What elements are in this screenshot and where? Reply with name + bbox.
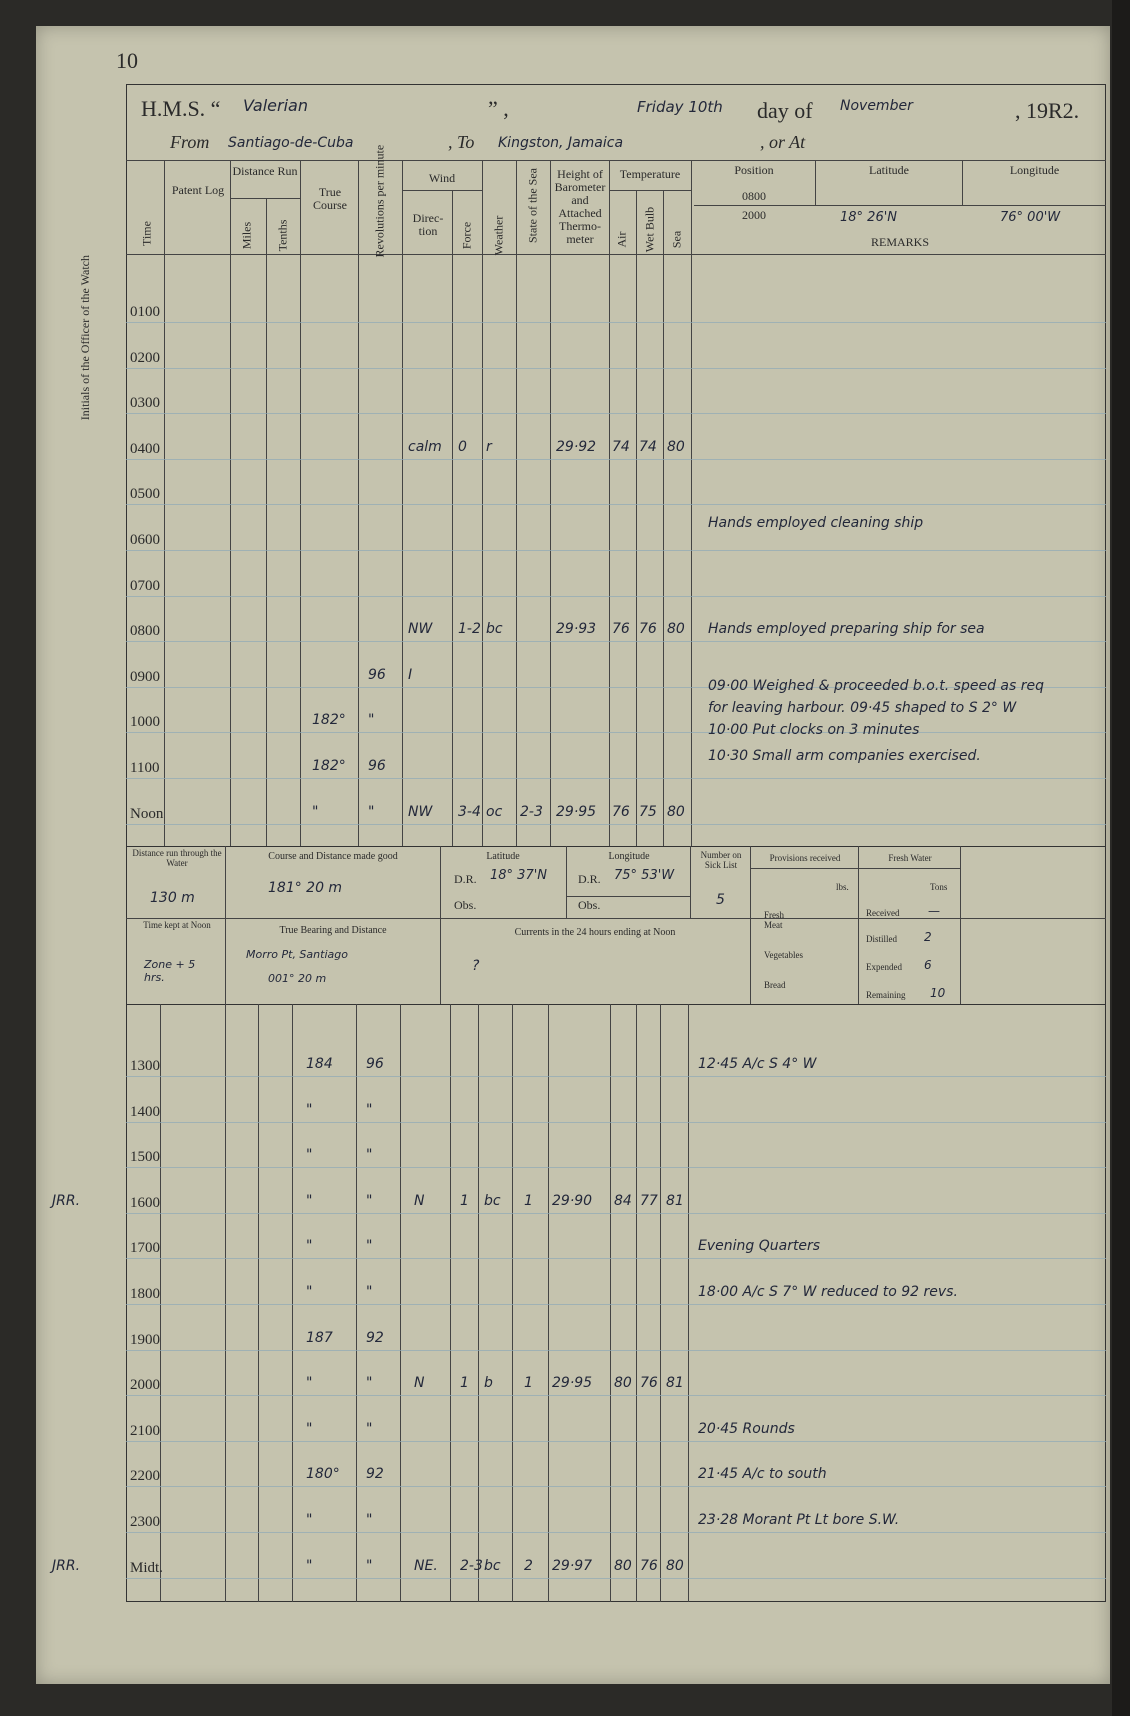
row-rev: " <box>366 1557 373 1574</box>
row-wet: 74 <box>639 438 657 455</box>
dist-through-water: 130 m <box>150 890 195 906</box>
row-time: 2200 <box>130 1468 160 1485</box>
sick-list: 5 <box>716 892 725 908</box>
row-sea: 81 <box>666 1192 684 1209</box>
row-rev: 92 <box>366 1329 384 1346</box>
ruled-line <box>126 1076 1106 1077</box>
row-sea: 80 <box>667 803 685 820</box>
ruled-line <box>126 322 1106 323</box>
col-revolutions: Revolutions per minute <box>372 144 387 258</box>
row-force: 0 <box>458 438 467 455</box>
row-weather: bc <box>484 1557 501 1574</box>
col-distance-run: Distance Run <box>232 164 298 178</box>
row-dir: I <box>408 666 413 683</box>
row-time: 0100 <box>130 304 160 320</box>
lat-obs-label: Obs. <box>454 898 477 912</box>
col-true-course: True Course <box>313 185 347 212</box>
col-longitude: Longitude <box>1009 163 1060 177</box>
lat-2000: 18° 26'N <box>840 210 898 225</box>
row-baro: 29·95 <box>552 1375 593 1392</box>
remark-text: 20·45 Rounds <box>698 1420 795 1437</box>
month: November <box>840 98 913 114</box>
remark-text: 12·45 A/c S 4° W <box>698 1056 817 1072</box>
col-state-sea: State of the Sea <box>525 168 540 243</box>
row-rev: " <box>368 712 375 729</box>
from-label: From <box>170 132 210 152</box>
row-dir: NW <box>408 621 433 638</box>
row-dir: calm <box>408 438 442 455</box>
row-weather: b <box>484 1375 493 1392</box>
row-course: " <box>306 1284 313 1300</box>
row-time: 0300 <box>130 395 160 412</box>
noon-latitude-label: Latitude <box>486 851 520 862</box>
row-time: 1000 <box>130 714 160 731</box>
col-position: Position <box>734 163 774 177</box>
row-rev: " <box>366 1284 373 1300</box>
to-port: Kingston, Jamaica <box>498 135 624 151</box>
row-rev: 96 <box>368 666 386 683</box>
remark-text: 18·00 A/c S 7° W reduced to 92 revs. <box>698 1284 958 1300</box>
row-time: 0600 <box>130 532 160 548</box>
col-tenths: Tenths <box>275 219 290 252</box>
row-course: 182° <box>312 758 346 774</box>
row-sea: 80 <box>667 621 685 638</box>
ruled-line <box>126 778 1106 779</box>
book-edge <box>1112 0 1130 1716</box>
tons-label: Tons <box>930 882 948 892</box>
remark-text: 21·45 A/c to south <box>698 1466 827 1483</box>
row-time: 1600 <box>130 1194 160 1211</box>
ruled-line <box>126 1532 1106 1533</box>
row-time: 1100 <box>130 760 160 776</box>
row-time: Noon <box>130 805 164 822</box>
row-force: 1-2 <box>458 621 481 638</box>
row-rev: " <box>368 803 375 820</box>
col-wet-bulb: Wet Bulb <box>642 206 657 253</box>
remaining-label: Remaining <box>866 990 906 1000</box>
watch-officer-initials: JRR. <box>52 1557 81 1574</box>
vegetables-label: Vegetables <box>764 950 803 960</box>
col-sea: Sea <box>669 230 684 249</box>
row-rev: 96 <box>366 1056 384 1072</box>
row-wet: 76 <box>640 1557 658 1574</box>
ruled-line <box>126 732 1106 733</box>
col-barometer: Height of Barometer and Attached Thermo-meter <box>554 167 606 246</box>
row-course: " <box>306 1375 313 1392</box>
distilled-label: Distilled <box>866 934 897 944</box>
row-time: 0700 <box>130 577 160 594</box>
row-baro: 29·93 <box>556 621 597 638</box>
row-state: 2 <box>524 1557 533 1574</box>
row-force: 1 <box>460 1192 469 1209</box>
row-course: " <box>306 1512 313 1528</box>
row-baro: 29·95 <box>556 803 597 820</box>
row-course: " <box>306 1557 313 1574</box>
distilled-value: 2 <box>924 930 932 944</box>
course-made-good-label: Course and Distance made good <box>268 851 398 862</box>
row-air: 80 <box>614 1557 632 1574</box>
ruled-line <box>126 459 1106 460</box>
ruled-line <box>126 641 1106 642</box>
row-time: Midt. <box>130 1559 163 1576</box>
row-rev: " <box>366 1238 373 1255</box>
remark-text: Hands employed cleaning ship <box>708 515 924 531</box>
remark-text: Evening Quarters <box>698 1238 821 1255</box>
col-weather: Weather <box>491 215 506 256</box>
row-wet: 77 <box>640 1192 658 1209</box>
ship-name: Valerian <box>243 96 308 115</box>
bearing-label: True Bearing and Distance <box>279 925 387 936</box>
long-obs-label: Obs. <box>578 898 601 912</box>
row-rev: " <box>366 1512 373 1528</box>
ruled-line <box>126 504 1106 505</box>
row-state: 1 <box>524 1375 533 1392</box>
ruled-line <box>126 1441 1106 1442</box>
row-wet: 76 <box>640 1375 658 1392</box>
long-dr-label: D.R. <box>578 872 601 886</box>
pos-0800: 0800 <box>742 189 766 203</box>
row-course: " <box>312 803 319 820</box>
remark-text: for leaving harbour. 09·45 shaped to S 2° W <box>708 700 1017 716</box>
sick-list-label: Number on Sick List <box>700 850 742 870</box>
bearing-distance: 001° 20 m <box>268 972 327 985</box>
to-label: , To <box>448 132 475 152</box>
row-course: 184 <box>306 1056 333 1072</box>
row-rev: 96 <box>368 758 386 774</box>
day-of-label: day of <box>757 98 813 123</box>
row-baro: 29·97 <box>552 1557 593 1574</box>
col-miles: Miles <box>239 221 254 250</box>
col-patent-log: Patent Log <box>171 183 225 197</box>
row-time: 2300 <box>130 1514 160 1530</box>
ruled-line <box>126 1486 1106 1487</box>
col-remarks: REMARKS <box>870 235 929 249</box>
row-time: 0200 <box>130 349 160 366</box>
ruled-line <box>126 1122 1106 1123</box>
col-temperature: Temperature <box>619 167 681 181</box>
row-rev: " <box>366 1375 373 1392</box>
row-weather: r <box>486 438 492 455</box>
row-weather: oc <box>486 803 503 820</box>
lat-dr: 18° 37'N <box>490 868 548 883</box>
ruled-line <box>126 596 1106 597</box>
received-value: — <box>928 904 940 918</box>
ruled-line <box>126 1167 1106 1168</box>
col-direction: Direc-tion <box>412 211 444 238</box>
remark-text: 10·30 Small arm companies exercised. <box>708 748 981 764</box>
row-time: 0400 <box>130 440 160 457</box>
col-air: Air <box>614 231 629 248</box>
row-time: 1900 <box>130 1331 160 1348</box>
row-course: " <box>306 1192 313 1209</box>
col-force: Force <box>459 221 474 250</box>
col-latitude: Latitude <box>869 163 909 177</box>
row-course: 187 <box>306 1329 333 1346</box>
ruled-line <box>126 368 1106 369</box>
fresh-water-label: Fresh Water <box>888 853 932 863</box>
expended-label: Expended <box>866 962 902 972</box>
row-baro: 29·92 <box>556 438 597 455</box>
row-force: 3-4 <box>458 803 481 820</box>
row-time: 2100 <box>130 1422 160 1439</box>
row-time: 1400 <box>130 1103 160 1120</box>
row-weather: bc <box>486 621 503 638</box>
long-2000: 76° 00'W <box>1000 210 1061 225</box>
row-rev: " <box>366 1147 373 1164</box>
ruled-line <box>126 1304 1106 1305</box>
received-label: Received <box>866 908 900 918</box>
row-air: 76 <box>612 621 630 638</box>
row-rev: " <box>366 1101 373 1118</box>
row-time: 0800 <box>130 623 160 640</box>
provisions-label: Provisions received <box>769 853 841 863</box>
close-quote: ” , <box>488 96 509 121</box>
remark-text: 09·00 Weighed & proceeded b.o.t. speed as req <box>708 678 1044 694</box>
row-state: 2-3 <box>520 803 543 820</box>
row-time: 2000 <box>130 1377 160 1394</box>
ruled-line <box>126 1395 1106 1396</box>
ruled-line <box>126 1350 1106 1351</box>
or-at-label: , or At <box>760 132 806 152</box>
from-port: Santiago-de-Cuba <box>228 135 354 151</box>
long-dr: 75° 53'W <box>614 868 675 883</box>
row-dir: N <box>414 1375 425 1392</box>
row-force: 1 <box>460 1375 469 1392</box>
currents: ? <box>472 958 480 974</box>
dist-through-water-label: Distance run through the Water <box>132 848 222 868</box>
row-time: 1800 <box>130 1286 160 1302</box>
bearing: Morro Pt, Santiago <box>246 948 348 961</box>
ruled-line <box>126 550 1106 551</box>
ruled-line <box>126 1213 1106 1214</box>
ruled-line <box>126 1578 1106 1579</box>
col-time: Time <box>139 221 154 246</box>
lat-dr-label: D.R. <box>454 872 477 886</box>
col-wind: Wind <box>428 171 456 185</box>
weekday: Friday 10th <box>637 98 723 116</box>
row-rev: " <box>366 1420 373 1437</box>
row-sea: 80 <box>666 1557 684 1574</box>
row-air: 76 <box>612 803 630 820</box>
ruled-line <box>126 413 1106 414</box>
row-time: 1700 <box>130 1240 160 1257</box>
pos-2000: 2000 <box>742 208 766 222</box>
course-made-good: 181° 20 m <box>268 880 343 896</box>
row-dir: NE. <box>414 1557 438 1574</box>
bread-label: Bread <box>764 980 786 990</box>
watch-officer-initials: JRR. <box>52 1192 81 1209</box>
row-air: 74 <box>612 438 630 455</box>
row-rev: 92 <box>366 1466 384 1483</box>
row-state: 1 <box>524 1192 533 1209</box>
row-course: 182° <box>312 712 346 729</box>
page-number: 10 <box>116 48 138 73</box>
row-time: 0500 <box>130 486 160 503</box>
expended-value: 6 <box>924 958 932 972</box>
ruled-line <box>126 824 1106 825</box>
remark-text: 23·28 Morant Pt Lt bore S.W. <box>698 1512 900 1528</box>
row-course: 180° <box>306 1466 340 1483</box>
row-dir: N <box>414 1192 425 1209</box>
row-wet: 75 <box>639 803 657 820</box>
ruled-line <box>126 1258 1106 1259</box>
remark-text: 10·00 Put clocks on 3 minutes <box>708 722 920 738</box>
row-course: " <box>306 1101 313 1118</box>
lbs-label: lbs. <box>836 882 849 892</box>
noon-longitude-label: Longitude <box>608 851 650 862</box>
remaining-value: 10 <box>930 986 946 1000</box>
row-course: " <box>306 1238 313 1255</box>
fresh-meat-label: Fresh Meat <box>764 910 784 930</box>
row-time: 1500 <box>130 1149 160 1166</box>
remark-text: Hands employed preparing ship for sea <box>708 621 985 638</box>
row-air: 84 <box>614 1192 632 1209</box>
row-course: " <box>306 1420 313 1437</box>
year: , 19R2. <box>1015 98 1080 123</box>
row-force: 2-3 <box>460 1557 483 1574</box>
row-time: 1300 <box>130 1058 160 1074</box>
row-sea: 80 <box>667 438 685 455</box>
row-baro: 29·90 <box>552 1192 593 1209</box>
row-dir: NW <box>408 803 433 820</box>
row-sea: 81 <box>666 1375 684 1392</box>
hms-label: H.M.S. “ <box>141 96 221 121</box>
currents-label: Currents in the 24 hours ending at Noon <box>514 927 676 938</box>
row-wet: 76 <box>639 621 657 638</box>
time-kept: Zone + 5 hrs. <box>144 958 196 984</box>
row-air: 80 <box>614 1375 632 1392</box>
row-weather: bc <box>484 1192 501 1209</box>
row-course: " <box>306 1147 313 1164</box>
time-kept-label: Time kept at Noon <box>143 920 211 930</box>
row-rev: " <box>366 1192 373 1209</box>
row-time: 0900 <box>130 668 160 685</box>
